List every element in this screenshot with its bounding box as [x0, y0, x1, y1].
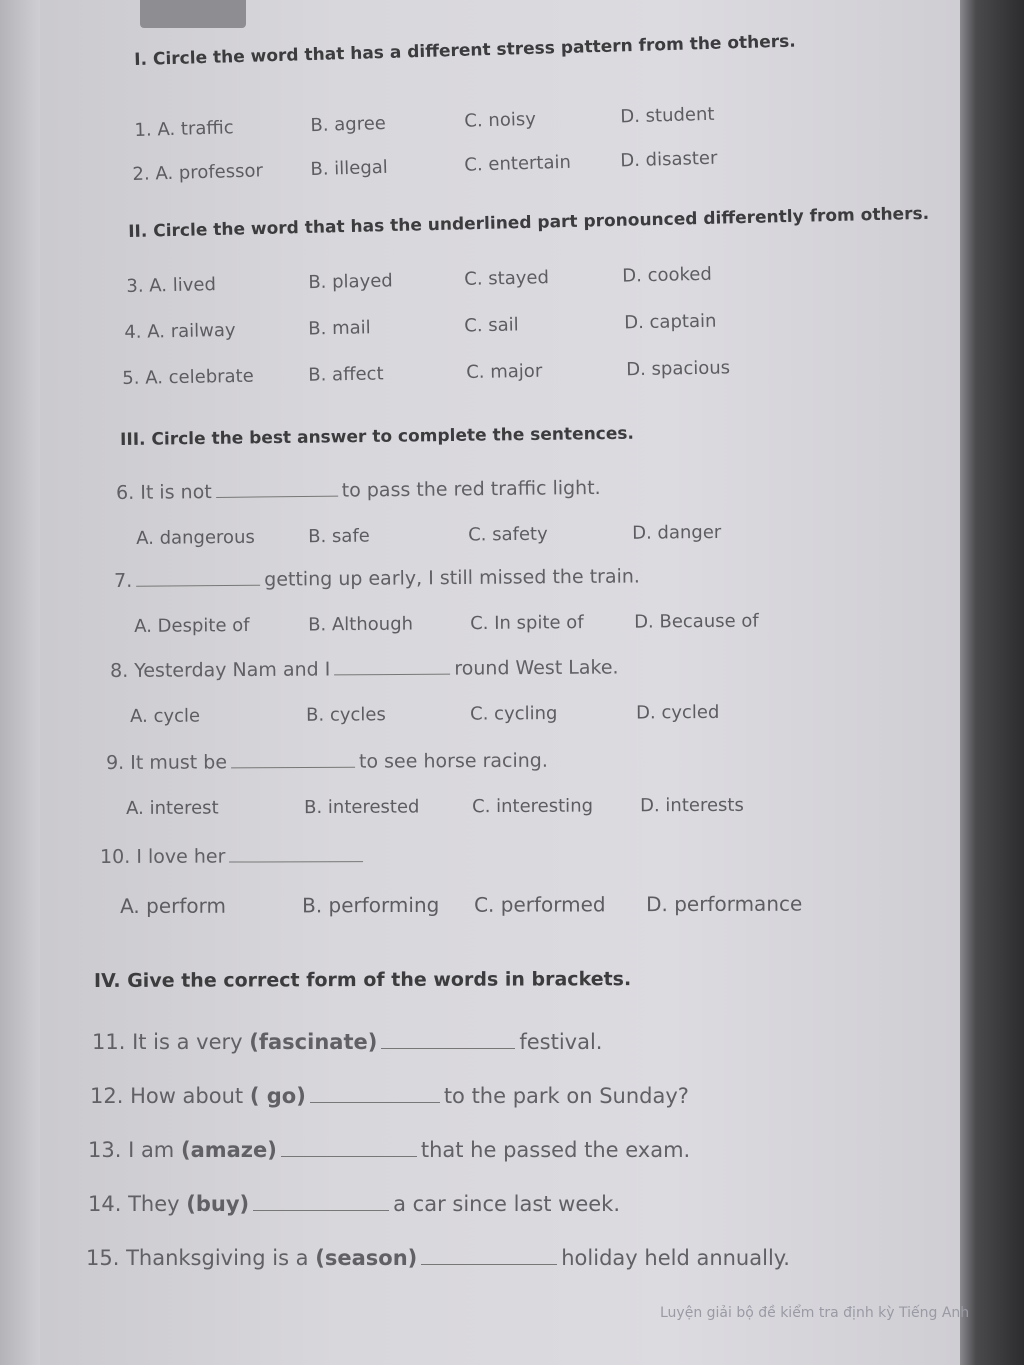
- question-12: 12. How about ( go) to the park on Sunday?: [90, 1084, 689, 1108]
- option-d[interactable]: D. cycled: [636, 701, 720, 724]
- question-3: [126, 255, 727, 308]
- answer-blank[interactable]: [281, 1155, 417, 1157]
- footer-text: Luyện giải bộ đề kiểm tra định kỳ Tiếng Anh: [660, 1305, 970, 1321]
- question-7-options: [134, 602, 794, 648]
- option-a[interactable]: A. lived: [149, 274, 217, 297]
- question-number: 2.: [132, 163, 150, 185]
- option-d[interactable]: D. cooked: [622, 263, 712, 287]
- option-c[interactable]: C. cycling: [470, 703, 558, 725]
- option-b[interactable]: B. illegal: [310, 156, 389, 181]
- option-b[interactable]: B. agree: [310, 112, 387, 137]
- question-10-options: [120, 884, 820, 926]
- option-a[interactable]: A. interest: [126, 797, 219, 819]
- option-a[interactable]: A. Despite of: [134, 614, 250, 637]
- option-a[interactable]: A. professor: [155, 160, 264, 185]
- answer-blank[interactable]: [421, 1263, 557, 1265]
- option-d[interactable]: D. danger: [632, 521, 722, 544]
- option-b[interactable]: B. performing: [302, 892, 440, 918]
- option-b[interactable]: B. mail: [308, 317, 371, 340]
- bracket-word: ( go): [249, 1084, 306, 1108]
- question-6-stem: 6. It is not to pass the red traffic light.: [116, 476, 601, 504]
- question-9-stem: 9. It must be to see horse racing.: [106, 749, 548, 774]
- option-c[interactable]: C. In spite of: [470, 612, 584, 635]
- option-d[interactable]: D. disaster: [620, 147, 718, 172]
- question-5: [122, 349, 743, 400]
- answer-blank[interactable]: [334, 673, 450, 676]
- question-14: 14. They (buy) a car since last week.: [88, 1192, 621, 1216]
- question-13: 13. I am (amaze) that he passed the exam.: [88, 1138, 691, 1162]
- answer-blank[interactable]: [229, 860, 363, 862]
- question-number: 5.: [122, 367, 140, 389]
- question-8-stem: 8. Yesterday Nam and I round West Lake.: [110, 656, 619, 682]
- option-d[interactable]: D. student: [620, 103, 715, 128]
- book-edge: [960, 0, 1024, 1365]
- section-3-title: III. Circle the best answer to complete the sentences.: [120, 423, 635, 450]
- bracket-word: (buy): [186, 1192, 250, 1216]
- option-d[interactable]: D. Because of: [634, 610, 759, 633]
- section-1-title: I. Circle the word that has a different stress pattern from the others.: [134, 31, 797, 70]
- question-15: 15. Thanksgiving is a (season) holiday held annually.: [86, 1246, 790, 1270]
- question-number: 1.: [134, 119, 152, 141]
- section-2-title: II. Circle the word that has the underlined part pronounced differently from others.: [128, 203, 930, 242]
- option-a[interactable]: A. perform: [120, 893, 227, 918]
- question-4: [124, 302, 725, 354]
- option-c[interactable]: C. noisy: [464, 108, 537, 132]
- question-11: 11. It is a very (fascinate) festival.: [92, 1030, 603, 1054]
- option-c[interactable]: C. performed: [474, 892, 606, 917]
- option-a[interactable]: A. cycle: [130, 705, 201, 727]
- option-b[interactable]: B. Although: [308, 613, 414, 636]
- question-7-stem: 7. getting up early, I still missed the train.: [114, 565, 641, 592]
- option-c[interactable]: C. stayed: [464, 267, 550, 290]
- option-a[interactable]: A. railway: [147, 319, 236, 343]
- option-d[interactable]: D. captain: [624, 310, 717, 334]
- option-b[interactable]: B. played: [308, 270, 393, 294]
- answer-blank[interactable]: [381, 1047, 515, 1049]
- option-a[interactable]: A. celebrate: [145, 365, 254, 389]
- option-b[interactable]: B. safe: [308, 525, 370, 548]
- answer-blank[interactable]: [253, 1209, 389, 1211]
- bracket-word: (fascinate): [249, 1030, 378, 1054]
- section-4-title: IV. Give the correct form of the words in brackets.: [94, 968, 632, 992]
- question-10-stem: 10. I love her: [100, 845, 367, 868]
- answer-blank[interactable]: [216, 495, 338, 498]
- option-c[interactable]: C. safety: [468, 523, 548, 546]
- answer-blank[interactable]: [136, 584, 260, 587]
- answer-blank[interactable]: [231, 766, 355, 769]
- option-c[interactable]: C. major: [466, 360, 543, 383]
- question-number: 3.: [126, 275, 144, 297]
- question-8-options: [130, 693, 790, 738]
- option-c[interactable]: C. interesting: [472, 795, 594, 818]
- option-d[interactable]: D. interests: [640, 794, 744, 817]
- option-b[interactable]: B. cycles: [306, 704, 386, 726]
- bracket-word: (amaze): [180, 1138, 277, 1162]
- option-a[interactable]: A. traffic: [157, 117, 234, 141]
- question-9-options: [126, 786, 806, 830]
- question-number: 4.: [124, 321, 142, 343]
- option-d[interactable]: D. performance: [646, 891, 803, 917]
- option-c[interactable]: C. sail: [464, 314, 519, 337]
- option-b[interactable]: B. interested: [304, 796, 420, 819]
- option-d[interactable]: D. spacious: [626, 357, 731, 381]
- option-c[interactable]: C. entertain: [464, 151, 572, 176]
- option-a[interactable]: A. dangerous: [136, 526, 255, 549]
- bracket-word: (season): [315, 1246, 418, 1270]
- answer-blank[interactable]: [310, 1101, 440, 1103]
- question-6-options: [136, 513, 776, 560]
- option-b[interactable]: B. affect: [308, 363, 384, 386]
